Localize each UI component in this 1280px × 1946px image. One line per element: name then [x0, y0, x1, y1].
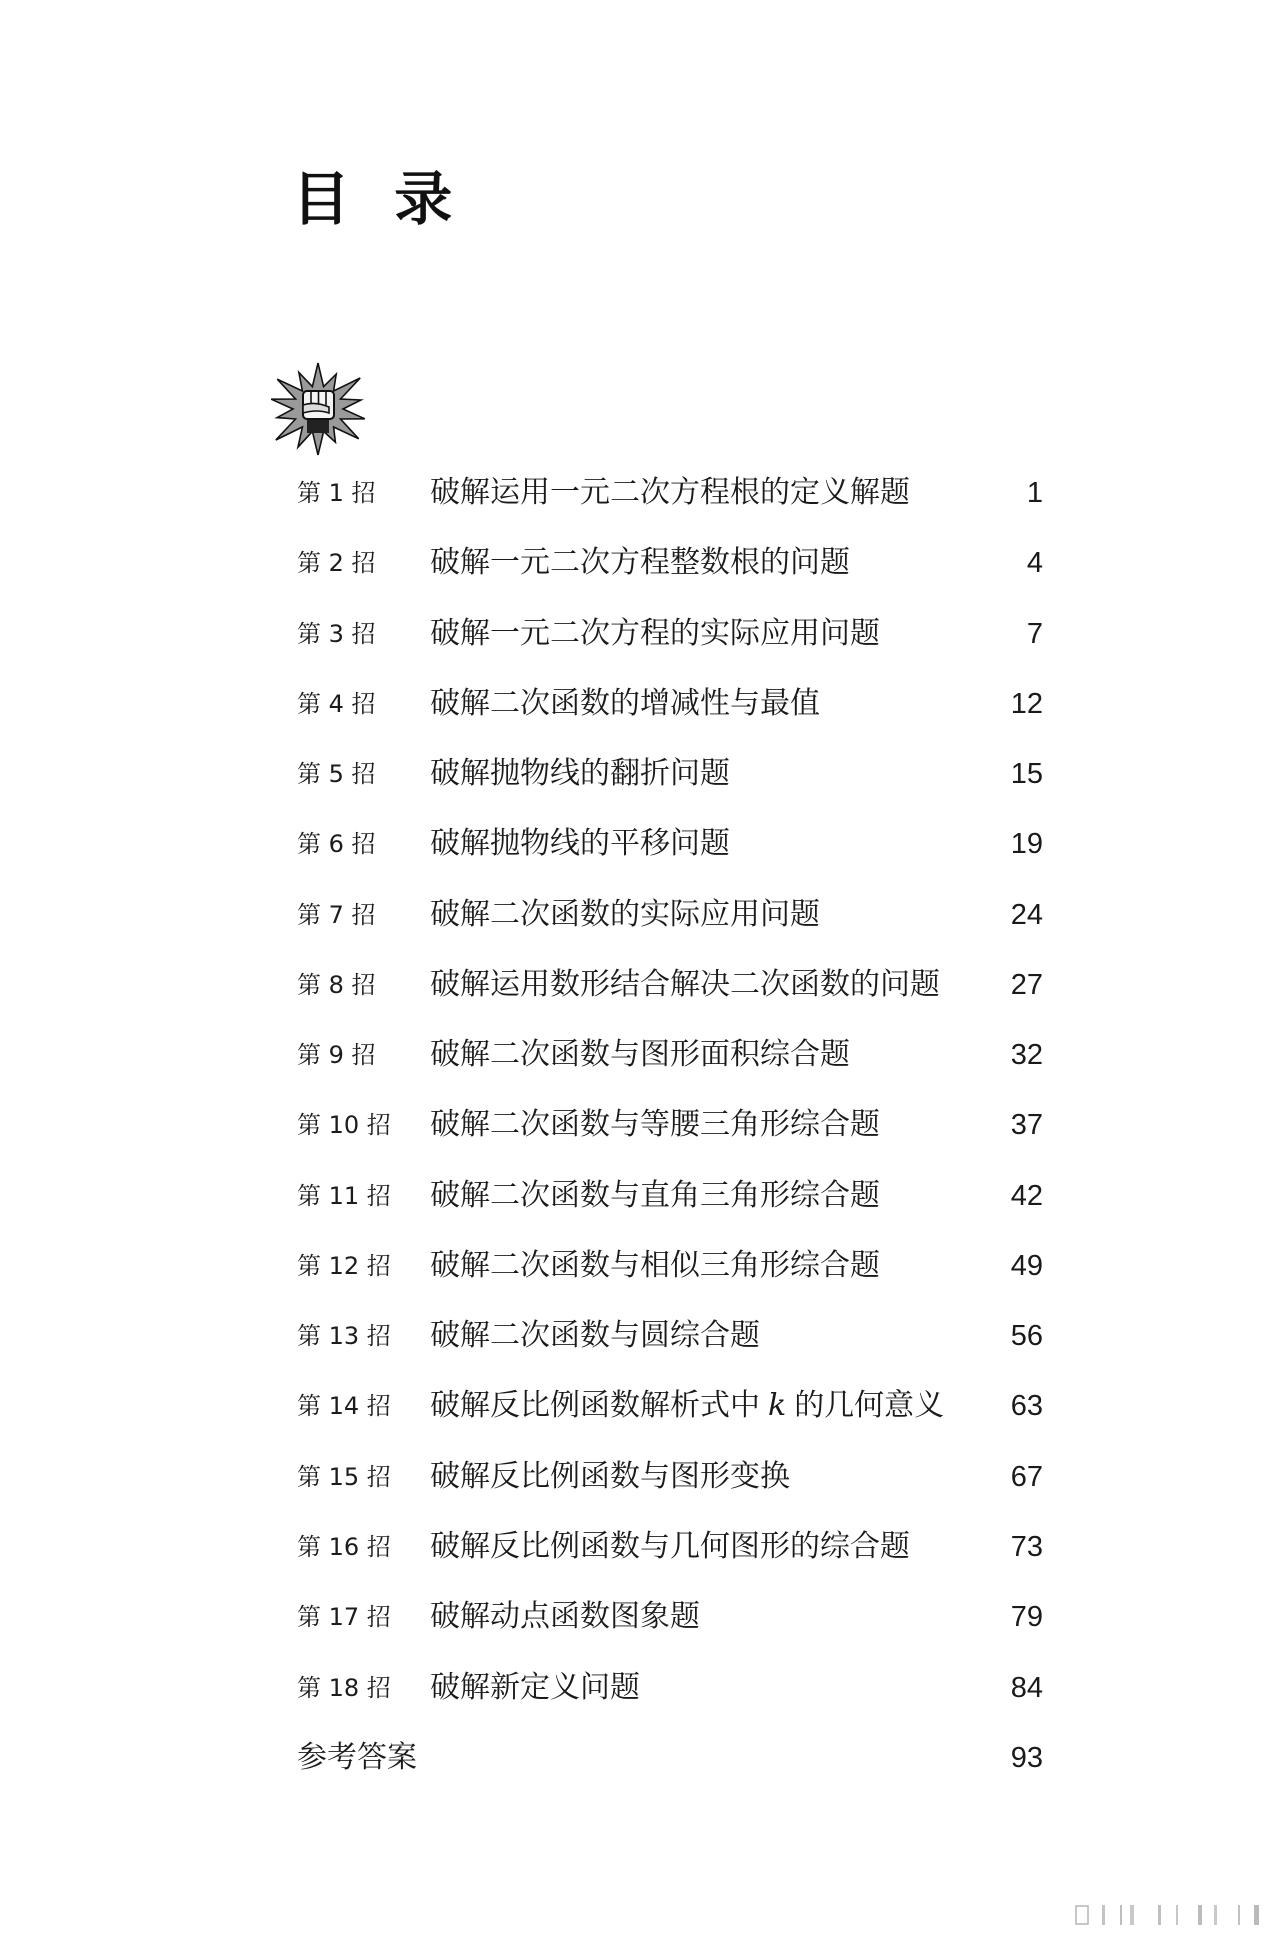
page-number: 93 [1010, 1741, 1043, 1774]
fist-starburst-icon [259, 357, 377, 457]
page-number: 4 [1026, 547, 1043, 580]
page-number: 37 [1010, 1109, 1043, 1142]
toc-entry [0, 950, 1280, 1020]
toc-entry [0, 1582, 1280, 1652]
entry-title: 破解二次函数与直角三角形综合题 [430, 1177, 880, 1213]
toc-entry [0, 528, 1280, 598]
page-number: 24 [1010, 898, 1043, 931]
entry-title: 破解一元二次方程整数根的问题 [430, 545, 850, 581]
page-number: 49 [1010, 1249, 1043, 1282]
entry-title: 破解二次函数与图形面积综合题 [430, 1037, 850, 1073]
answers-label: 参考答案 [297, 1739, 417, 1775]
scan-artifact-marks [1072, 1902, 1268, 1928]
chapter-label: 第 4 招 [297, 689, 376, 718]
page-title: 目 录 [292, 165, 465, 233]
page-number: 12 [1010, 687, 1043, 720]
entry-title: 破解运用一元二次方程根的定义解题 [430, 475, 910, 510]
toc-entry [0, 599, 1280, 669]
chapter-label: 第 3 招 [297, 619, 376, 648]
entry-title: 破解二次函数的增减性与最值 [430, 685, 820, 721]
page-number: 84 [1010, 1671, 1043, 1704]
toc-entry [0, 1442, 1280, 1512]
page-number: 56 [1010, 1320, 1043, 1353]
toc-entry [0, 1090, 1280, 1160]
toc-entry [0, 1371, 1280, 1441]
chapter-label: 第 15 招 [297, 1462, 391, 1491]
entry-title-part: 的几何意义 [794, 1388, 945, 1424]
entry-title: 破解反比例函数与几何图形的综合题 [430, 1528, 910, 1564]
page-number: 15 [1010, 758, 1043, 791]
chapter-label: 第 9 招 [297, 1041, 376, 1070]
entry-title-part: 破解反比例函数解析式中 [430, 1388, 760, 1424]
chapter-label: 第 16 招 [297, 1532, 391, 1561]
toc-entry [0, 880, 1280, 950]
chapter-label: 第 6 招 [297, 830, 376, 859]
chapter-label: 第 12 招 [297, 1251, 391, 1280]
entry-title: 破解二次函数与圆综合题 [430, 1318, 760, 1354]
toc-entry [0, 1020, 1280, 1090]
toc-entry [0, 739, 1280, 809]
toc-entry-answers [0, 1723, 1280, 1793]
entry-title: 破解二次函数与相似三角形综合题 [430, 1247, 880, 1283]
table-of-contents [0, 458, 1280, 1793]
page-number: 63 [1010, 1390, 1043, 1423]
toc-entry [0, 809, 1280, 879]
chapter-label: 第 5 招 [297, 760, 376, 789]
page-number: 32 [1010, 1039, 1043, 1072]
chapter-label: 第 14 招 [297, 1392, 391, 1421]
math-variable: k [768, 1388, 787, 1424]
page-number: 73 [1010, 1530, 1043, 1563]
toc-entry [0, 669, 1280, 739]
toc-entry [0, 1231, 1280, 1301]
entry-title [430, 1371, 944, 1441]
page-number: 7 [1026, 617, 1043, 650]
entry-title: 破解动点函数图象题 [430, 1599, 700, 1635]
entry-title: 破解新定义问题 [430, 1669, 640, 1705]
entry-title: 破解抛物线的平移问题 [430, 826, 730, 862]
page-number: 67 [1010, 1460, 1043, 1493]
chapter-label: 第 18 招 [297, 1673, 391, 1702]
toc-entry [0, 1301, 1280, 1371]
page-number: 27 [1010, 968, 1043, 1001]
chapter-label: 第 7 招 [297, 900, 376, 929]
entry-title: 破解二次函数的实际应用问题 [430, 896, 820, 932]
page-number: 42 [1010, 1179, 1043, 1212]
toc-entry [0, 1161, 1280, 1231]
entry-title: 破解运用数形结合解决二次函数的问题 [430, 966, 940, 1002]
chapter-label: 第 11 招 [297, 1181, 391, 1210]
toc-entry [0, 1512, 1280, 1582]
toc-entry [0, 458, 1280, 528]
page-number: 19 [1010, 828, 1043, 861]
entry-title: 破解反比例函数与图形变换 [430, 1458, 790, 1494]
chapter-label: 第 2 招 [297, 549, 376, 578]
chapter-label: 第 8 招 [297, 970, 376, 999]
chapter-label: 第 1 招 [297, 479, 376, 507]
page-number: 79 [1010, 1601, 1043, 1634]
entry-title: 破解二次函数与等腰三角形综合题 [430, 1107, 880, 1143]
entry-title: 破解一元二次方程的实际应用问题 [430, 615, 880, 651]
chapter-label: 第 17 招 [297, 1603, 391, 1632]
entry-title: 破解抛物线的翻折问题 [430, 756, 730, 792]
page-number: 1 [1026, 477, 1043, 509]
chapter-label: 第 10 招 [297, 1111, 391, 1140]
toc-entry [0, 1653, 1280, 1723]
chapter-label: 第 13 招 [297, 1322, 391, 1351]
